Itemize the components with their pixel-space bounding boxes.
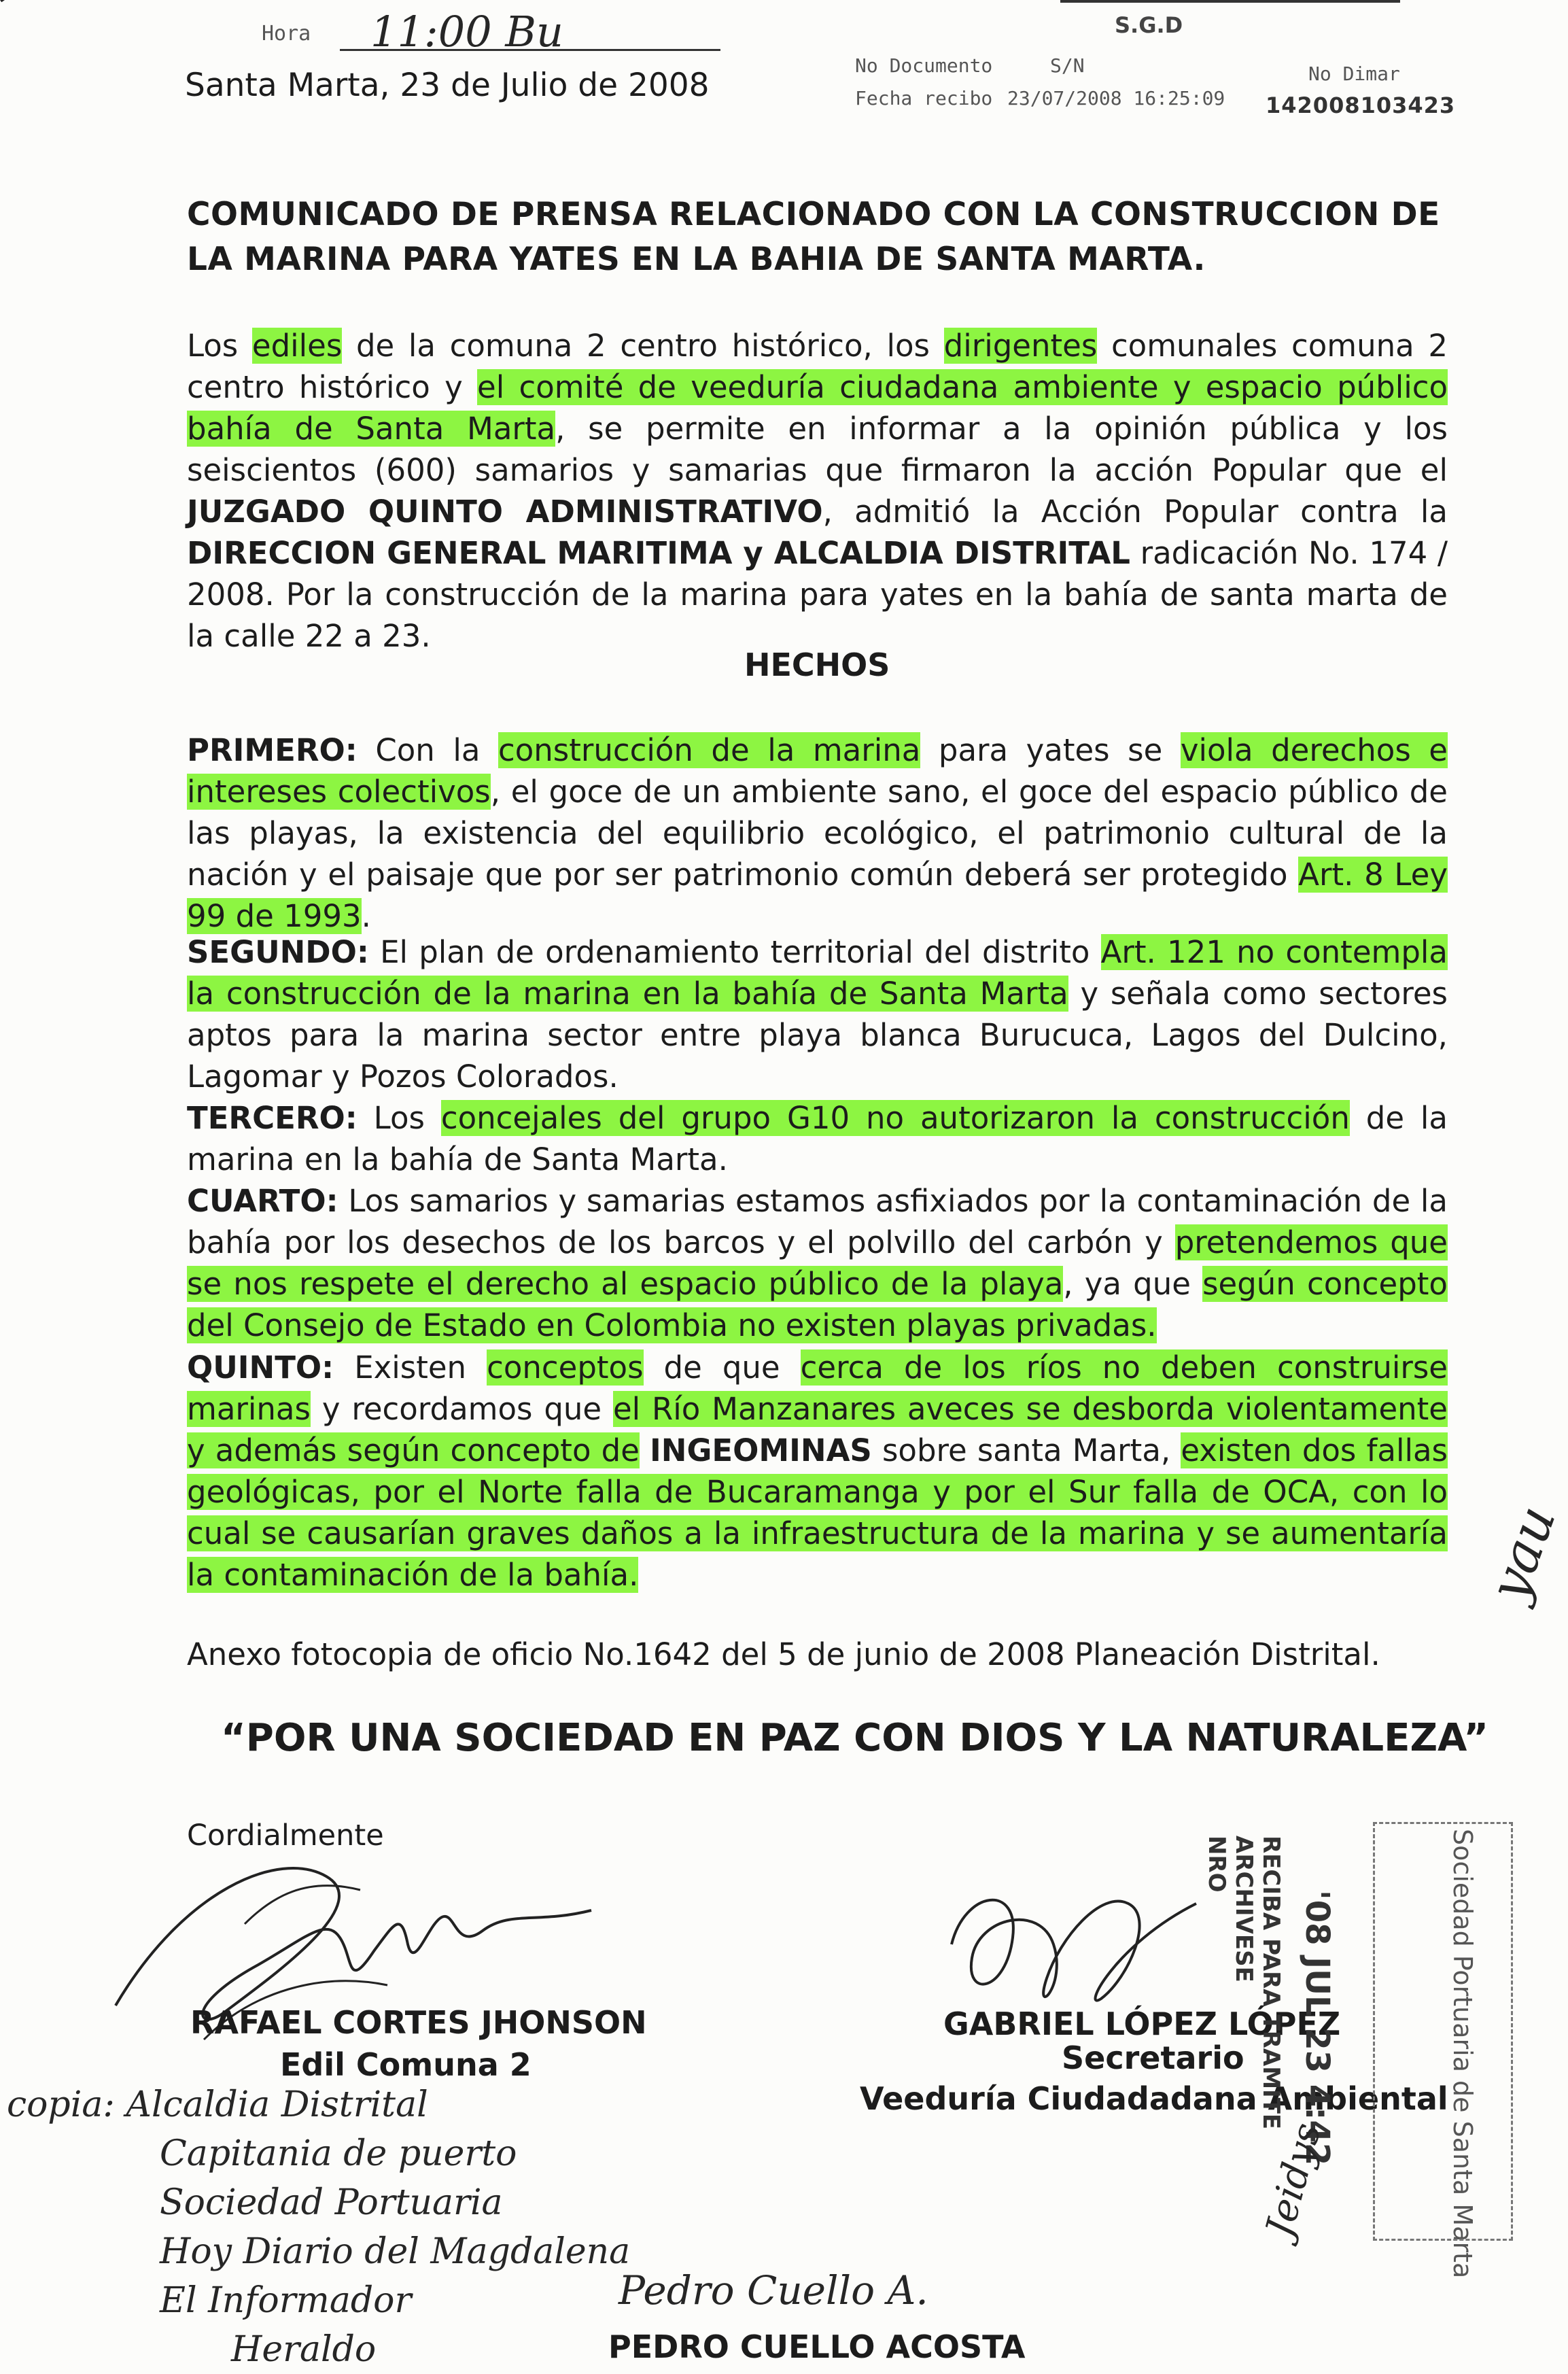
ingeominas: INGEOMINAS [650,1432,872,1468]
quinto-highlight: cerca de los ríos no deben construirse marinas [187,1349,1448,1427]
stamp-column-2: ARCHIVESE [1230,1836,1257,1982]
quinto-highlight: conceptos [487,1349,644,1386]
primero-text: , el goce de un ambiente sano, el goce del espacio público de las playas, la existencia del equilibrio ecológico, el patrimonio cultural de la nación y el paisaje que por ser patrimonio común deberá ser protegido [187,774,1448,893]
segundo-highlight: Art. 121 no contempla la construcción de la marina en la bahía de Santa Marta [187,934,1448,1012]
copy-note-line: copia: Alcaldia Distrital [7,2084,428,2125]
receipt-stamp [1203,1836,1285,2189]
margin-handwritten-note: yau [1478,1498,1568,1609]
dimar-value: 142008103423 [1266,92,1456,118]
document-title-line-2: LA MARINA PARA YATES EN LA BAHIA DE SANTA MARTA. [187,241,1206,278]
quinto-label: QUINTO: [187,1349,334,1386]
stamp-border [1373,1822,1513,2241]
dimar-label: No Dimar [1308,63,1400,85]
tercero-text: de la marina en la bahía de Santa Marta. [187,1100,1448,1177]
document-title-line-1: COMUNICADO DE PRENSA RELACIONADO CON LA CONSTRUCCION DE [187,196,1440,233]
quinto-text: y recordamos que [310,1391,613,1427]
quinto-text: de que [643,1349,801,1386]
primero-highlight: Art. 8 Ley 99 de 1993 [187,857,1448,934]
quinto-highlight: existen dos fallas geológicas, por el Norte falla de Bucaramanga y por el Sur falla de OCA, con lo cual se causarían graves daños a la infraestructura de la marina y se aumentaría la contaminación de la bahía. [187,1432,1448,1593]
recibo-label: Fecha recibo [855,87,993,109]
hora-row [258,7,748,56]
copy-note-line: Heraldo [231,2329,377,2370]
copy-note [7,2080,686,2374]
hechos-heading: HECHOS [744,647,890,683]
signer-2-name: GABRIEL LÓPEZ LÓPEZ [943,2006,1341,2042]
court-name: JUZGADO QUINTO ADMINISTRATIVO [187,494,823,530]
copy-note-line: Hoy Diario del Magdalena [160,2231,631,2272]
signer-3-name: PEDRO CUELLO ACOSTA [608,2328,1026,2365]
doc-value: S/N [1050,54,1085,77]
initials-handwritten-note: Jeidys [1257,2118,1330,2241]
cuarto-highlight: pretendemos que se nos respete el derecho al espacio público de la playa [187,1224,1448,1302]
cuarto-text: Los samarios y samarias estamos asfixiados por la contaminación de la bahía por los desechos de los barcos y el polvillo del carbón y [187,1183,1448,1260]
intro-text: , se permite en informar a la opinión pública y los seiscientos (600) samarios y samarias que firmaron la acción Popular que el [187,411,1448,488]
corner-mark [0,0,26,14]
intro-text: , admitió la Acción Popular contra la [822,494,1448,530]
defendants: DIRECCION GENERAL MARITIMA y ALCALDIA DISTRITAL [187,535,1130,571]
motto: “POR UNA SOCIEDAD EN PAZ CON DIOS Y LA NATURALEZA” [221,1716,1489,1760]
quinto-text: sobre santa Marta, [871,1432,1181,1468]
signer-2-org: Veeduría Ciudadadana Ambiental [860,2080,1448,2117]
copy-note-line: Sociedad Portuaria [160,2182,503,2223]
sgd-topline [1060,0,1400,3]
date-line: Santa Marta, 23 de Julio de 2008 [185,67,710,104]
primero-text: . [361,898,371,934]
primero-highlight: construcción de la marina [498,732,921,768]
tercero-label: TERCERO: [187,1100,358,1136]
recibo-value: 23/07/2008 16:25:09 [1007,87,1225,109]
intro-highlight: el comité de veeduría ciudadana ambiente y espacio público bahía de Santa Marta [187,369,1448,447]
intro-text: Los [187,328,252,364]
sgd-label: S.G.D [1115,12,1183,38]
stamp-org: Sociedad Portuaria de Santa Marta [1448,1829,1478,2279]
segundo-label: SEGUNDO: [187,934,369,970]
stamp-date: '08 JUL 23 4:42 [1298,1890,1336,2166]
copy-note-line: El Informador [160,2280,412,2321]
intro-highlight: dirigentes [943,328,1098,364]
quinto-highlight: el Río Manzanares aveces se desborda violentamente y además según concepto de [187,1391,1448,1468]
hora-label: Hora [262,22,311,46]
quinto-text [640,1432,650,1468]
stamp-column-3: RECIBA PARA TRAMITE [1257,1836,1285,2130]
segundo-paragraph [187,931,1448,1097]
intro-paragraph [187,325,1448,657]
primero-highlight: viola derechos e intereses colectivos [187,732,1448,810]
intro-text: de la comuna 2 centro histórico, los [342,328,944,364]
signer-3-handwritten-signature: Pedro Cuello A. [619,2267,928,2313]
segundo-text: y señala como sectores aptos para la marina sector entre playa blanca Burucuca, Lagos del Dulcino, Lagomar y Pozos Colorados. [187,976,1448,1095]
cuarto-label: CUARTO: [187,1183,338,1219]
intro-highlight: ediles [251,328,343,364]
copy-note-line: Capitania de puerto [160,2133,517,2174]
cuarto-paragraph [187,1180,1448,1346]
primero-text: Con la [357,732,498,768]
anexo-line: Anexo fotocopia de oficio No.1642 del 5 de junio de 2008 Planeación Distrital. [187,1636,1380,1672]
primero-label: PRIMERO: [187,732,358,768]
signer-1-name: RAFAEL CORTES JHONSON [190,2004,647,2041]
cuarto-text: , ya que [1063,1266,1203,1302]
doc-label: No Documento [855,54,993,77]
quinto-text: Existen [334,1349,487,1386]
quinto-paragraph [187,1347,1448,1596]
primero-text: para yates se [920,732,1181,768]
tercero-paragraph [187,1097,1448,1180]
stamp-column-1: NRO [1203,1836,1230,1893]
segundo-text: El plan de ordenamiento territorial del distrito [368,934,1101,970]
signer-1-role: Edil Comuna 2 [280,2046,532,2083]
hora-line [340,49,720,51]
signer-2-role: Secretario [1062,2040,1244,2076]
intro-text: radicación No. 174 / 2008. Por la construcción de la marina para yates en la bahía de santa marta de la calle 22 a 23. [187,535,1448,654]
primero-paragraph [187,729,1448,937]
intro-text: comunales comuna 2 centro histórico y [187,328,1448,405]
tercero-highlight: concejales del grupo G10 no autorizaron la construcción [440,1100,1350,1136]
hora-handwritten-value: 11:00 Bu [370,7,563,56]
closing: Cordialmente [187,1819,384,1853]
tercero-text: Los [357,1100,441,1136]
cuarto-highlight: según concepto del Consejo de Estado en Colombia no existen playas privadas. [187,1266,1448,1343]
